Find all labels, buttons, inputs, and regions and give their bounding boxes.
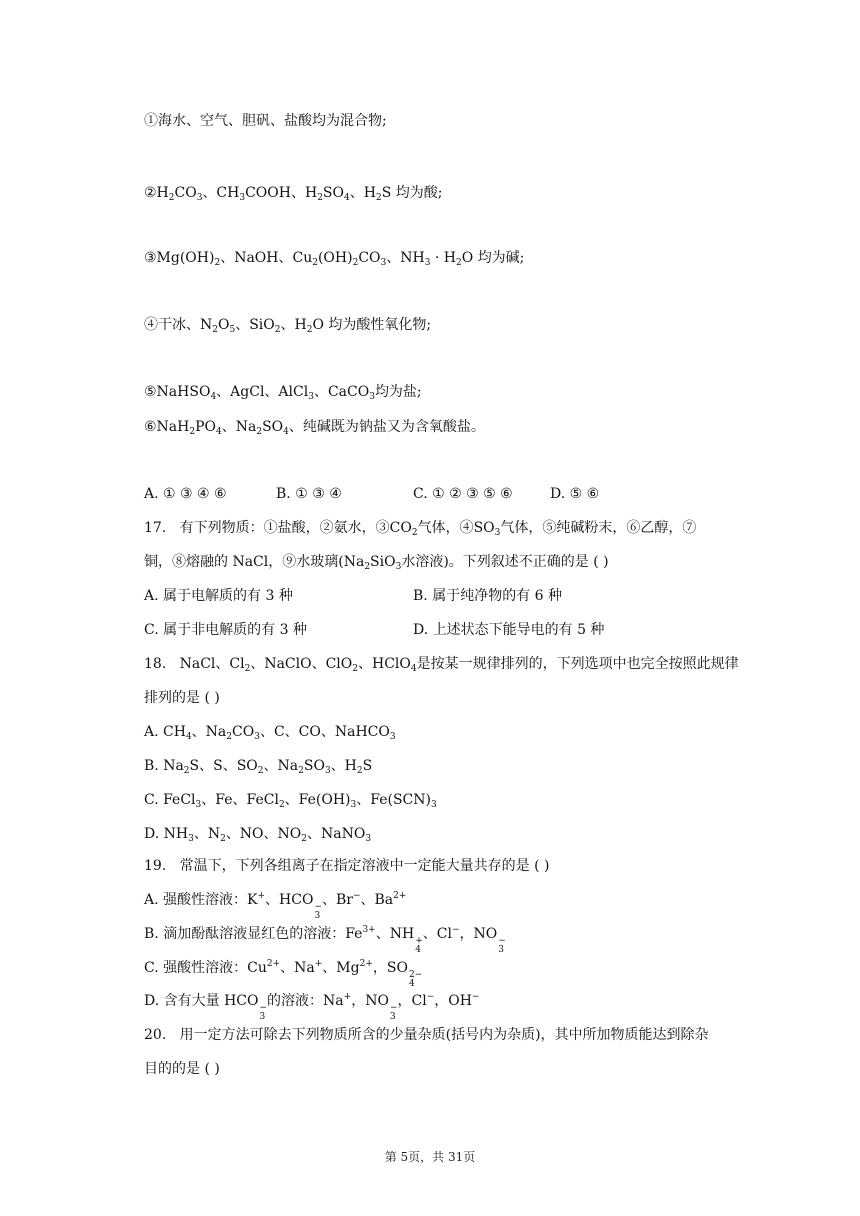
q20-line-2: 目的的是 ( ) bbox=[144, 1061, 220, 1077]
q19-option-b: B. 滴加酚酞溶液显红色的溶液：$Fe^{3+}$、NH + 4 、Cl−，NO − 3 bbox=[144, 925, 506, 955]
page-footer: 第 5页，共 31页 bbox=[384, 1150, 476, 1164]
q17-option-b: B. 属于纯净物的有 6 种 bbox=[413, 588, 562, 604]
q17-option-a: A. 属于电解质的有 3 种 bbox=[144, 588, 293, 604]
q19-number: 19. bbox=[144, 858, 167, 874]
q17-option-c: C. 属于非电解质的有 3 种 bbox=[144, 622, 307, 638]
item-6: $⑥NaH_2PO_4$、$Na_2SO_4$、纯碱既为钠盐又为含氧酸盐。 bbox=[144, 419, 485, 437]
item-5-tail: 均为盐; bbox=[374, 384, 422, 400]
item-2: $②H_2CO_3$、$CH_3COOH$、$H_2SO_4$、$H_2S$ 均为酸; bbox=[144, 185, 443, 203]
q17-text-b: 气体，④ bbox=[417, 520, 474, 536]
q16-option-a: A. ① ③ ④ ⑥ bbox=[144, 486, 227, 502]
q19-option-d: D. 含有大量 HCO − 3 的溶液：Na+，NO − 3 ，Cl−，OH− bbox=[144, 992, 480, 1022]
q18-option-c: C. FeCl$_3$、Fe、FeCl$_2$、$Fe(OH)_3$、$Fe(SCN)_3$ bbox=[144, 792, 437, 810]
q20-line-1 bbox=[144, 1025, 709, 1045]
q19-d-label: D. 含有大量 bbox=[144, 993, 220, 1009]
item-1: ①海水、空气、胆矾、盐酸均为混合物; bbox=[144, 113, 387, 129]
q19-d-mid: 的溶液： bbox=[267, 993, 324, 1009]
q19-c-label: C. 强酸性溶液： bbox=[144, 960, 248, 976]
q17-option-d: D. 上述状态下能导电的有 5 种 bbox=[413, 622, 605, 638]
q19-a-label: A. 强酸性溶液： bbox=[144, 892, 248, 908]
q16-option-c: C. ① ② ③ ⑤ ⑥ bbox=[413, 486, 513, 502]
q18-option-d: D. $NH_3$、$N_2$、NO、$NO_2$、NaNO$_3$ bbox=[144, 826, 372, 844]
q17-number: 17. bbox=[144, 520, 167, 536]
q17-line-1: 17. 有下列物质：①盐酸，②氨水，$③CO_2$气体，$④SO_3$气体，⑤纯碱粉末，⑥乙醇，⑦ bbox=[144, 520, 697, 538]
q18-number: 18. bbox=[144, 656, 167, 672]
q17-text-d: 铜，⑧熔融的 NaCl，⑨水玻璃( bbox=[144, 554, 344, 570]
q19-stem bbox=[144, 856, 549, 876]
q18-option-a: A. $CH_4$、$Na_2CO_3$、C、CO、NaHCO$_3$ bbox=[144, 724, 396, 742]
q17-text-a: 有下列物质：①盐酸，②氨水，③ bbox=[179, 520, 390, 536]
q18-option-b: B. $Na_2S$、S、$SO_2$、$Na_2SO_3$、$H_2S$ bbox=[144, 758, 373, 776]
q18-line-2: 排列的是 ( ) bbox=[144, 690, 220, 706]
item-3: $③Mg(OH)_2$、NaOH、$Cu_2(OH)_2CO_3$、$NH_3 \cdot H_2O$ 均为碱; bbox=[144, 250, 525, 268]
q18-line-1: 18. NaCl、$Cl_2$、NaClO、ClO$_2$、HClO$_4$是按某一规律排列的，下列选项中也完全按照此规律 bbox=[144, 656, 739, 674]
item-3-tail: 均为碱; bbox=[477, 250, 525, 266]
q20-text: 用一定方法可除去下列物质所含的少量杂质(括号内为杂质)，其中所加物质能达到除杂 bbox=[179, 1027, 709, 1043]
q19-b-label: B. 滴加酚酞溶液显红色的溶液： bbox=[144, 926, 346, 942]
q17-text-e: 水溶液)。下列叙述不正确的是 ( ) bbox=[401, 554, 609, 570]
q19-option-a: A. 强酸性溶液：K+、HCO − 3 、Br−、$Ba^{2+}$ bbox=[144, 891, 407, 921]
q17-text-c: 气体，⑤纯碱粉末，⑥乙醇，⑦ bbox=[500, 520, 697, 536]
item-6-tail: 、纯碱既为钠盐又为含氧酸盐。 bbox=[288, 419, 485, 435]
q19-option-c: C. 强酸性溶液：$Cu^{2+}$、Na+、$Mg^{2+}$，SO 2− 4 bbox=[144, 959, 423, 989]
q19-text: 常温下，下列各组离子在指定溶液中一定能大量共存的是 ( ) bbox=[179, 858, 550, 874]
q16-option-b: B. ① ③ ④ bbox=[276, 486, 342, 502]
q18-text: 是按某一规律排列的，下列选项中也完全按照此规律 bbox=[416, 656, 739, 672]
q16-option-d: D. ⑤ ⑥ bbox=[550, 486, 600, 502]
item-4: ④干冰、$N_2O_5$、SiO$_2$、$H_2O$ 均为酸性氧化物; bbox=[144, 317, 432, 335]
q20-number: 20. bbox=[144, 1027, 167, 1043]
q17-line-2: 铜，⑧熔融的 NaCl，⑨水玻璃($Na_2SiO_3$水溶液)。下列叙述不正确的是 ( ) bbox=[144, 554, 609, 572]
item-5: ⑤NaHSO$_4$、AgCl、AlCl$_3$、CaCO$_3$均为盐; bbox=[144, 384, 422, 402]
item-4-tail: 均为酸性氧化物; bbox=[328, 317, 432, 333]
item-2-tail: 均为酸; bbox=[395, 185, 443, 201]
